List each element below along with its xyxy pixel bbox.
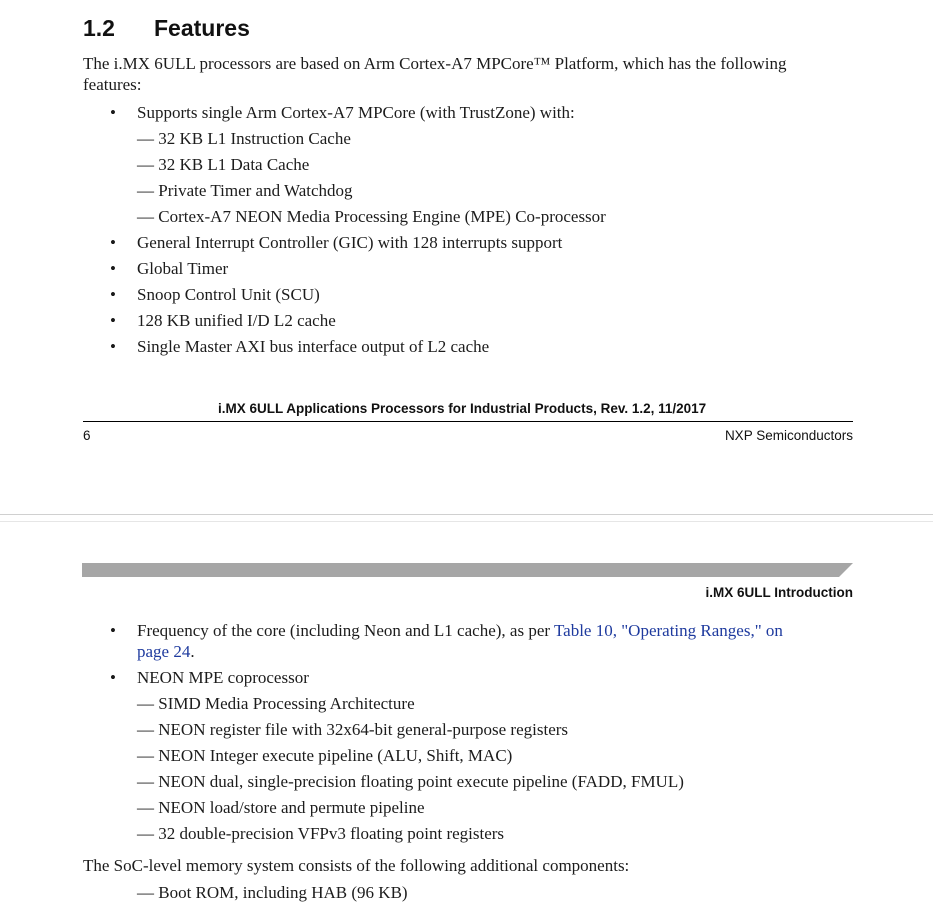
- intro-line-2: features:: [83, 75, 142, 94]
- bullet-item: General Interrupt Controller (GIC) with 128 interrupts support: [137, 233, 563, 252]
- dash-icon: —: [137, 129, 154, 148]
- page-number: 6: [83, 428, 91, 443]
- dash-icon: —: [137, 694, 154, 713]
- dash-icon: —: [137, 883, 154, 902]
- bullet-item: Supports single Arm Cortex-A7 MPCore (with TrustZone) with:: [137, 103, 575, 122]
- bullet-icon: •: [110, 311, 116, 330]
- sub-item: — Cortex-A7 NEON Media Processing Engine (MPE) Co-processor: [137, 207, 606, 226]
- company-name: NXP Semiconductors: [724, 428, 853, 443]
- sub-item: — 32 double-precision VFPv3 floating point registers: [137, 824, 505, 843]
- bullet-icon: •: [110, 103, 116, 122]
- bullet-item: NEON MPE coprocessor: [137, 668, 309, 687]
- bullet-item: Snoop Control Unit (SCU): [137, 285, 320, 304]
- sub-item: — NEON Integer execute pipeline (ALU, Shift, MAC): [137, 746, 513, 765]
- sub-item: — SIMD Media Processing Architecture: [137, 694, 415, 713]
- dash-icon: —: [137, 207, 154, 226]
- header-bar: [82, 563, 853, 577]
- dash-icon: —: [137, 772, 154, 791]
- dash-icon: —: [137, 824, 154, 843]
- bullet-item: Global Timer: [137, 259, 229, 278]
- footer-document-title: i.MX 6ULL Applications Processors for Industrial Products, Rev. 1.2, 11/2017: [218, 401, 707, 416]
- dash-icon: —: [137, 746, 154, 765]
- sub-item: — 32 KB L1 Data Cache: [137, 155, 310, 174]
- bullet-item: 128 KB unified I/D L2 cache: [137, 311, 336, 330]
- sub-item: — Boot ROM, including HAB (96 KB): [137, 883, 408, 902]
- sub-item: — NEON register file with 32x64-bit general-purpose registers: [137, 720, 569, 739]
- running-header: i.MX 6ULL Introduction: [705, 585, 853, 600]
- intro-line-1: The i.MX 6ULL processors are based on Arm Cortex-A7 MPCore™ Platform, which has the following: [83, 54, 787, 73]
- dash-icon: —: [137, 798, 154, 817]
- bullet-item: Single Master AXI bus interface output of L2 cache: [137, 337, 490, 356]
- section-title: Features: [154, 15, 250, 41]
- table-10-link[interactable]: Table 10, "Operating Ranges," on: [553, 621, 783, 640]
- bullet-icon: •: [110, 259, 116, 278]
- bullet-icon: •: [110, 337, 116, 356]
- bullet-icon: •: [110, 668, 116, 687]
- bullet-icon: •: [110, 233, 116, 252]
- dash-icon: —: [137, 181, 154, 200]
- page-24-link[interactable]: page 24: [137, 642, 191, 661]
- sub-item: — NEON load/store and permute pipeline: [137, 798, 425, 817]
- page-separator: [0, 514, 933, 515]
- bullet-icon: •: [110, 621, 116, 640]
- sub-item: — NEON dual, single-precision floating point execute pipeline (FADD, FMUL): [137, 772, 684, 791]
- bullet-icon: •: [110, 285, 116, 304]
- sub-item: — 32 KB L1 Instruction Cache: [137, 129, 351, 148]
- dash-icon: —: [137, 720, 154, 739]
- sub-item: — Private Timer and Watchdog: [137, 181, 353, 200]
- section-number: 1.2: [83, 15, 115, 41]
- dash-icon: —: [137, 155, 154, 174]
- bullet-item: Frequency of the core (including Neon and L1 cache), as per Table 10, "Operating Ranges," on: [137, 621, 783, 640]
- bullet-item-continued: page 24.: [137, 642, 195, 661]
- footer-rule: [83, 421, 853, 422]
- page-separator: [0, 521, 933, 522]
- soc-intro: The SoC-level memory system consists of the following additional components:: [83, 856, 630, 875]
